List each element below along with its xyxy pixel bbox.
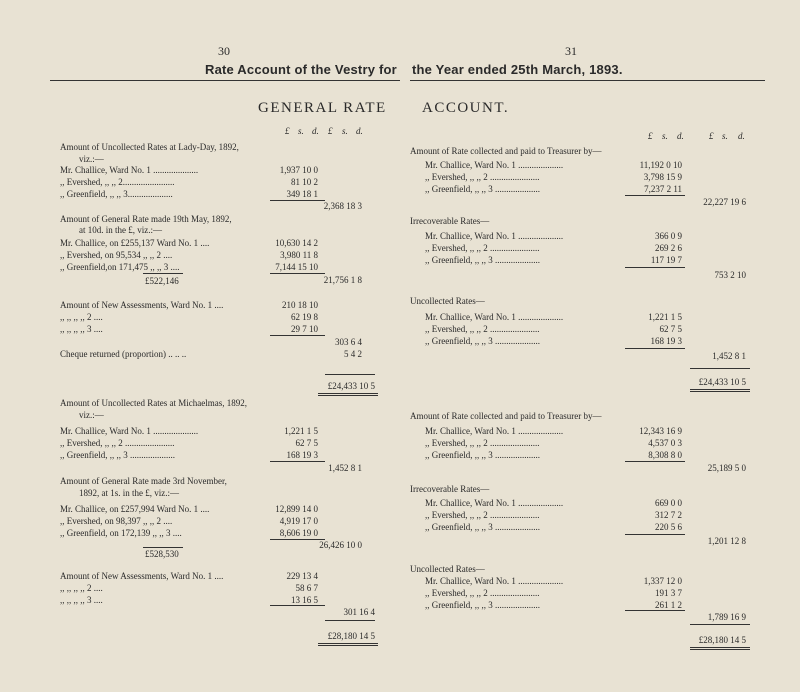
- right-final-total: £28,180 14 5: [698, 635, 746, 645]
- left-s4-amount: 62 7 5: [295, 438, 318, 448]
- right-s2-row: ,, Greenfield, ,, ,, 3 ....................: [425, 255, 540, 265]
- right-s3-amount: 168 19 3: [650, 336, 682, 346]
- rule: [690, 389, 750, 390]
- left-s4-title: Amount of Uncollected Rates at Michaelmas, 1892,: [60, 398, 247, 408]
- title-right: ACCOUNT.: [422, 100, 510, 116]
- right-s5-amount: 669 0 0: [655, 498, 682, 508]
- header-right: the Year ended 25th March, 1893.: [412, 62, 623, 77]
- left-s5-title2: 1892, at 1s. in the £, viz.:—: [79, 488, 179, 498]
- rule: [318, 393, 378, 394]
- rule: [625, 534, 685, 535]
- right-s4-row: ,, Greenfield, ,, ,, 3 ....................: [425, 450, 540, 460]
- left-s2-title2: at 10d. in the £, viz.:—: [79, 225, 162, 235]
- left-s5-total: 26,426 10 0: [319, 540, 362, 550]
- left-s1-title: Amount of Uncollected Rates at Lady-Day, 1892,: [60, 142, 239, 152]
- right-s4-amount: 8,308 8 0: [648, 450, 682, 460]
- col-shilling-1: s.: [298, 126, 304, 136]
- right-s2-amount: 117 19 7: [650, 255, 682, 265]
- left-s4-row: ,, Greenfield, ,, ,, 3 ....................: [60, 450, 175, 460]
- left-s3-amount: 29 7 10: [291, 324, 318, 334]
- header-rule-right: [410, 80, 765, 81]
- right-s6-row: ,, Evershed, ,, ,, 2 ......................: [425, 588, 540, 598]
- right-s3-row: ,, Greenfield, ,, ,, 3 ....................: [425, 336, 540, 346]
- page-number-left: 30: [218, 44, 230, 58]
- right-s1-title: Amount of Rate collected and paid to Treasurer by—: [410, 146, 602, 156]
- right-s5-row: Mr. Challice, Ward No. 1 ....................: [425, 498, 564, 508]
- left-s2-amount: 3,980 11 8: [280, 250, 318, 260]
- right-s5-amount: 220 5 6: [655, 522, 682, 532]
- left-s2-title: Amount of General Rate made 19th May, 1892,: [60, 214, 232, 224]
- rule: [270, 335, 325, 336]
- rule: [690, 624, 750, 625]
- left-s1-row: ,, Greenfield, ,, ,, 3....................: [60, 189, 173, 199]
- rule: [270, 461, 325, 462]
- left-s3-amount: 210 18 10: [282, 300, 318, 310]
- col-pence-4: d.: [738, 131, 745, 141]
- right-s1-amount: 3,798 15 9: [643, 172, 682, 182]
- left-s2-row: ,, Greenfield,on 171,475 ,, ,, 3 ....: [60, 262, 180, 272]
- right-s3-row: Mr. Challice, Ward No. 1 ....................: [425, 312, 564, 322]
- rule: [318, 643, 378, 644]
- rule: [690, 368, 750, 369]
- right-s6-row: ,, Greenfield, ,, ,, 3 ....................: [425, 600, 540, 610]
- rule: [625, 348, 685, 349]
- right-s5-row: ,, Evershed, ,, ,, 2 ......................: [425, 510, 540, 520]
- left-s6-row: ,, ,, ,, ,, 3 ....: [60, 595, 103, 605]
- left-s2-row: Mr. Challice, on £255,137 Ward No. 1 ....: [60, 238, 210, 248]
- rule: [690, 649, 750, 650]
- right-s5-total: 1,201 12 8: [707, 536, 746, 546]
- col-pound-1: £: [285, 126, 290, 136]
- right-s3-amount: 62 7 5: [659, 324, 682, 334]
- rule: [318, 395, 378, 396]
- rule: [325, 620, 375, 621]
- rule: [270, 539, 325, 540]
- right-s3-total: 1,452 8 1: [712, 351, 746, 361]
- left-s1-amount: 81 10 2: [291, 177, 318, 187]
- left-s6-amount: 58 6 7: [295, 583, 318, 593]
- left-s3-total: 303 6 4: [335, 337, 362, 347]
- left-s6-total: 301 16 4: [343, 607, 375, 617]
- left-s5-row: ,, Greenfield, on 172,139 ,, ,, 3 ....: [60, 528, 182, 538]
- right-s1-row: Mr. Challice, Ward No. 1 ....................: [425, 160, 564, 170]
- rule: [325, 374, 375, 375]
- right-s4-total: 25,189 5 0: [707, 463, 746, 473]
- right-grand-total: £24,433 10 5: [698, 377, 746, 387]
- left-s3-row: ,, ,, ,, ,, 3 ....: [60, 324, 103, 334]
- right-s4-row: Mr. Challice, Ward No. 1 ....................: [425, 426, 564, 436]
- left-s6-amount: 229 13 4: [286, 571, 318, 581]
- left-s4-row: Mr. Challice, Ward No. 1 ....................: [60, 426, 199, 436]
- left-s5-row: ,, Evershed, on 98,397 ,, ,, 2 ....: [60, 516, 173, 526]
- left-s2-row: ,, Evershed, on 95,534 ,, ,, 2 ....: [60, 250, 173, 260]
- right-s3-row: ,, Evershed, ,, ,, 2 ......................: [425, 324, 540, 334]
- header-rule-left: [50, 80, 400, 81]
- right-s6-total: 1,789 16 9: [707, 612, 746, 622]
- left-s5-note: £528,530: [145, 549, 179, 559]
- right-s2-title: Irrecoverable Rates—: [410, 216, 490, 226]
- col-pound-3: £: [648, 131, 653, 141]
- left-s1-amount: 1,937 10 0: [279, 165, 318, 175]
- left-s5-row: Mr. Challice, on £257,994 Ward No. 1 ....: [60, 504, 210, 514]
- right-s1-total: 22,227 19 6: [703, 197, 746, 207]
- left-s1-amount: 349 18 1: [286, 189, 318, 199]
- left-s2-note: £522,146: [145, 276, 179, 286]
- right-s6-amount: 191 3 7: [655, 588, 682, 598]
- rule: [143, 273, 183, 274]
- left-s4-viz: viz.:—: [79, 410, 104, 420]
- left-s2-amount: 7,144 15 10: [275, 262, 318, 272]
- right-s6-amount: 1,337 12 0: [643, 576, 682, 586]
- right-s2-total: 753 2 10: [714, 270, 746, 280]
- left-s6-row: Amount of New Assessments, Ward No. 1 ....: [60, 571, 224, 581]
- left-s6-amount: 13 16 5: [291, 595, 318, 605]
- right-s1-amount: 11,192 0 10: [639, 160, 682, 170]
- right-s2-amount: 366 0 9: [655, 231, 682, 241]
- rule: [270, 200, 325, 201]
- left-s4-amount: 168 19 3: [286, 450, 318, 460]
- header-left: Rate Account of the Vestry for: [205, 62, 397, 77]
- col-shilling-2: s.: [342, 126, 348, 136]
- right-s2-row: Mr. Challice, Ward No. 1 ....................: [425, 231, 564, 241]
- left-s3-row: ,, ,, ,, ,, 2 ....: [60, 312, 103, 322]
- left-s1-row: ,, Evershed, ,, ,, 2.......................: [60, 177, 175, 187]
- rule: [625, 195, 685, 196]
- left-s5-amount: 12,899 14 0: [275, 504, 318, 514]
- right-s2-amount: 269 2 6: [655, 243, 682, 253]
- right-s6-row: Mr. Challice, Ward No. 1 ....................: [425, 576, 564, 586]
- col-pound-4: £: [709, 131, 714, 141]
- right-s4-amount: 12,343 16 9: [639, 426, 682, 436]
- left-s3-amount: 62 19 8: [291, 312, 318, 322]
- right-s6-title: Uncollected Rates—: [410, 564, 485, 574]
- right-s6-amount: 261 1 2: [655, 600, 682, 610]
- left-s4-total: 1,452 8 1: [328, 463, 362, 473]
- col-shilling-4: s.: [722, 131, 728, 141]
- rule: [625, 461, 685, 462]
- right-s3-amount: 1,221 1 5: [648, 312, 682, 322]
- right-s1-row: ,, Evershed, ,, ,, 2 ......................: [425, 172, 540, 182]
- right-s5-row: ,, Greenfield, ,, ,, 3 ....................: [425, 522, 540, 532]
- right-s1-amount: 7,237 2 11: [644, 184, 682, 194]
- rule: [270, 273, 325, 274]
- right-s1-row: ,, Greenfield, ,, ,, 3 ....................: [425, 184, 540, 194]
- col-pence-3: d.: [677, 131, 684, 141]
- right-s3-title: Uncollected Rates—: [410, 296, 485, 306]
- left-s6-row: ,, ,, ,, ,, 2 ....: [60, 583, 103, 593]
- page-number-right: 31: [565, 44, 577, 58]
- cheque-amount: 5 4 2: [344, 349, 362, 359]
- left-s1-row: Mr. Challice, Ward No. 1 ....................: [60, 165, 199, 175]
- title-left: GENERAL RATE: [258, 100, 387, 116]
- left-s4-row: ,, Evershed, ,, ,, 2 ......................: [60, 438, 175, 448]
- rule: [270, 605, 325, 606]
- right-s5-title: Irrecoverable Rates—: [410, 484, 490, 494]
- col-shilling-3: s.: [662, 131, 668, 141]
- left-final-total: £28,180 14 5: [327, 631, 375, 641]
- rule: [625, 267, 685, 268]
- rule: [690, 391, 750, 392]
- left-s2-total: 21,756 1 8: [323, 275, 362, 285]
- left-s5-amount: 4,919 17 0: [279, 516, 318, 526]
- rule: [143, 547, 183, 548]
- left-s4-amount: 1,221 1 5: [284, 426, 318, 436]
- left-s1-total: 2,368 18 3: [323, 201, 362, 211]
- left-s3-row: Amount of New Assessments, Ward No. 1 ....: [60, 300, 224, 310]
- right-s4-row: ,, Evershed, ,, ,, 2 ......................: [425, 438, 540, 448]
- col-pence-2: d.: [356, 126, 363, 136]
- rule: [690, 647, 750, 648]
- col-pence-1: d.: [312, 126, 319, 136]
- right-s4-amount: 4,537 0 3: [648, 438, 682, 448]
- left-s1-viz: viz.:—: [79, 154, 104, 164]
- rule: [625, 610, 685, 611]
- right-s2-row: ,, Evershed, ,, ,, 2 ......................: [425, 243, 540, 253]
- right-s5-amount: 312 7 2: [655, 510, 682, 520]
- cheque-label: Cheque returned (proportion) .. .. ..: [60, 349, 187, 359]
- rule: [318, 645, 378, 646]
- col-pound-2: £: [328, 126, 333, 136]
- left-grand-total: £24,433 10 5: [327, 381, 375, 391]
- left-s5-amount: 8,606 19 0: [279, 528, 318, 538]
- left-s5-title: Amount of General Rate made 3rd November,: [60, 476, 227, 486]
- left-s2-amount: 10,630 14 2: [275, 238, 318, 248]
- right-s4-title: Amount of Rate collected and paid to Treasurer by—: [410, 411, 602, 421]
